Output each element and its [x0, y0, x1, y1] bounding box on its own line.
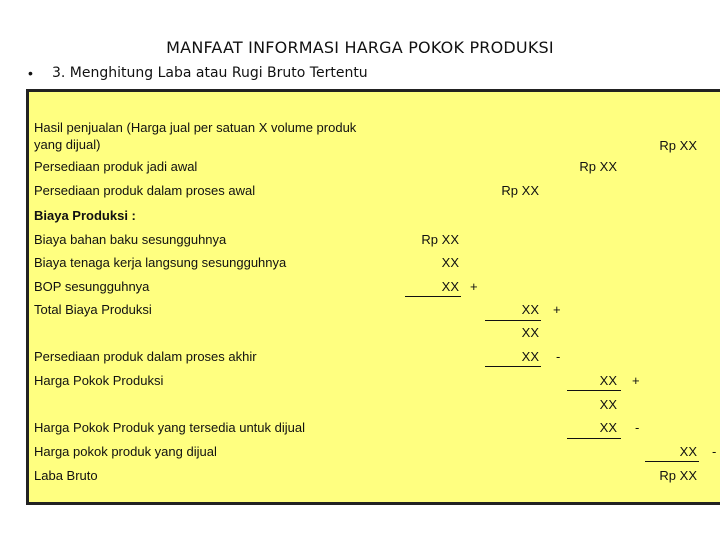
- sum-line-proses-akhir: [485, 366, 541, 367]
- label-biaya-produksi-header: Biaya Produksi :: [34, 208, 136, 223]
- value-bahan-baku: Rp XX: [421, 232, 459, 247]
- value-hpp-dijual: XX: [679, 444, 697, 459]
- value-subtotal1: XX: [521, 325, 539, 340]
- label-bahan-baku: Biaya bahan baku sesungguhnya: [34, 232, 227, 247]
- value-laba-bruto: Rp XX: [659, 468, 697, 483]
- label-bop: BOP sesungguhnya: [34, 279, 150, 294]
- value-tenaga-kerja: XX: [441, 255, 459, 270]
- value-subtotal2: XX: [599, 397, 617, 412]
- value-hasil-penjualan: Rp XX: [659, 138, 697, 153]
- value-persediaan-proses-akhir: XX: [521, 349, 539, 364]
- sum-line-total: [485, 320, 541, 321]
- sum-line-hpp: [567, 390, 621, 391]
- label-hpp-dijual: Harga pokok produk yang dijual: [34, 444, 217, 459]
- operator-minus-tersedia: -: [635, 420, 640, 435]
- value-bop: XX: [441, 279, 459, 294]
- sum-line-biaya: [405, 296, 461, 297]
- operator-minus-proses-akhir: -: [556, 349, 561, 364]
- label-laba-bruto: Laba Bruto: [34, 468, 98, 483]
- label-persediaan-proses-awal: Persediaan produk dalam proses awal: [34, 183, 256, 198]
- bullet-point: •: [28, 65, 33, 81]
- value-hpp-produksi: XX: [599, 373, 617, 388]
- label-hpp-tersedia: Harga Pokok Produk yang tersedia untuk dijual: [34, 420, 305, 435]
- label-persediaan-proses-akhir: Persediaan produk dalam proses akhir: [34, 349, 257, 364]
- label-total-biaya: Total Biaya Produksi: [34, 302, 152, 317]
- worksheet: [26, 89, 720, 505]
- section-subtitle: 3. Menghitung Laba atau Rugi Bruto Tertentu: [52, 65, 368, 81]
- page-title: MANFAAT INFORMASI HARGA POKOK PRODUKSI: [166, 38, 554, 57]
- value-persediaan-proses-awal: Rp XX: [501, 183, 539, 198]
- operator-plus-hpp: +: [632, 373, 640, 388]
- label-hasil-penjualan-line1: Hasil penjualan (Harga jual per satuan X volume produk: [34, 120, 357, 135]
- label-tenaga-kerja: Biaya tenaga kerja langsung sesungguhnya: [34, 255, 287, 270]
- value-persediaan-jadi-awal: Rp XX: [579, 159, 617, 174]
- label-hasil-penjualan-line2: yang dijual): [34, 137, 101, 152]
- sum-line-tersedia: [567, 438, 621, 439]
- operator-plus-total: +: [553, 302, 561, 317]
- operator-plus-bop: +: [470, 279, 478, 294]
- label-hpp-produksi: Harga Pokok Produksi: [34, 373, 164, 388]
- value-hpp-tersedia: XX: [599, 420, 617, 435]
- operator-minus-dijual: -: [712, 444, 717, 459]
- label-persediaan-jadi-awal: Persediaan produk jadi awal: [34, 159, 198, 174]
- sum-line-dijual: [645, 461, 699, 462]
- value-total-biaya: XX: [521, 302, 539, 317]
